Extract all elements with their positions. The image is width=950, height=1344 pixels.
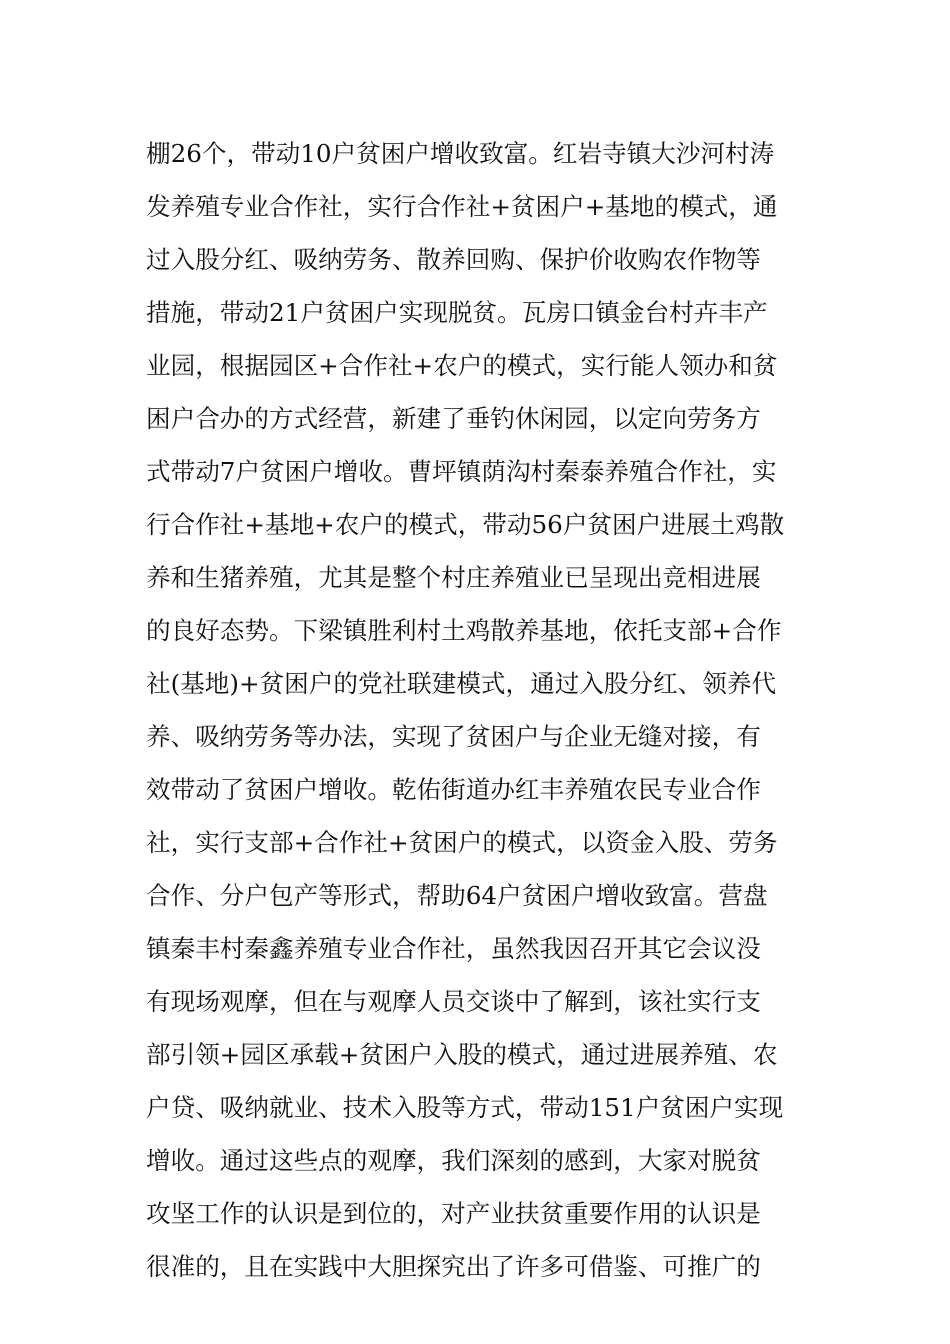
text-line: 镇秦丰村秦鑫养殖专业合作社，虽然我因召开其它会议没 — [146, 934, 761, 963]
text-line: 社(基地)+贫困户的党社联建模式，通过入股分红、领养代 — [146, 669, 777, 698]
body-text — [146, 127, 814, 1293]
text-line: 有现场观摩，但在与观摩人员交谈中了解到，该社实行支 — [146, 987, 761, 1016]
text-line: 合作、分户包产等形式，帮助64户贫困户增收致富。营盘 — [146, 881, 768, 910]
text-line: 户贷、吸纳就业、技术入股等方式，带动151户贫困户实现 — [146, 1093, 784, 1122]
text-line: 业园，根据园区+合作社+农户的模式，实行能人领办和贫 — [146, 351, 778, 380]
text-line: 效带动了贫困户增收。乾佑街道办红丰养殖农民专业合作 — [146, 775, 761, 804]
text-line: 的良好态势。下梁镇胜利村土鸡散养基地，依托支部+合作 — [146, 616, 782, 645]
text-line: 养、吸纳劳务等办法，实现了贫困户与企业无缝对接，有 — [146, 722, 761, 751]
text-line: 棚26个，带动10户贫困户增收致富。红岩寺镇大沙河村涛 — [146, 139, 775, 168]
text-line: 发养殖专业合作社，实行合作社+贫困户+基地的模式，通 — [146, 192, 778, 221]
text-line: 很准的，且在实践中大胆探究出了许多可借鉴、可推广的 — [146, 1252, 761, 1281]
text-line: 行合作社+基地+农户的模式，带动56户贫困户进展土鸡散 — [146, 510, 785, 539]
text-line: 式带动7户贫困户增收。曹坪镇荫沟村秦泰养殖合作社，实 — [146, 457, 777, 486]
text-line: 部引领+园区承载+贫困户入股的模式，通过进展养殖、农 — [146, 1040, 778, 1069]
text-line: 过入股分红、吸纳劳务、散养回购、保护价收购农作物等 — [146, 245, 761, 274]
text-line: 养和生猪养殖，尤其是整个村庄养殖业已呈现出竞相进展 — [146, 563, 761, 592]
text-line: 增收。通过这些点的观摩，我们深刻的感到，大家对脱贫 — [146, 1146, 761, 1175]
text-line: 社，实行支部+合作社+贫困户的模式，以资金入股、劳务 — [146, 828, 778, 857]
text-line: 困户合办的方式经营，新建了垂钓休闲园，以定向劳务方 — [146, 404, 761, 433]
text-line: 攻坚工作的认识是到位的，对产业扶贫重要作用的认识是 — [146, 1199, 761, 1228]
text-line: 措施，带动21户贫困户实现脱贫。瓦房口镇金台村卉丰产 — [146, 298, 768, 327]
